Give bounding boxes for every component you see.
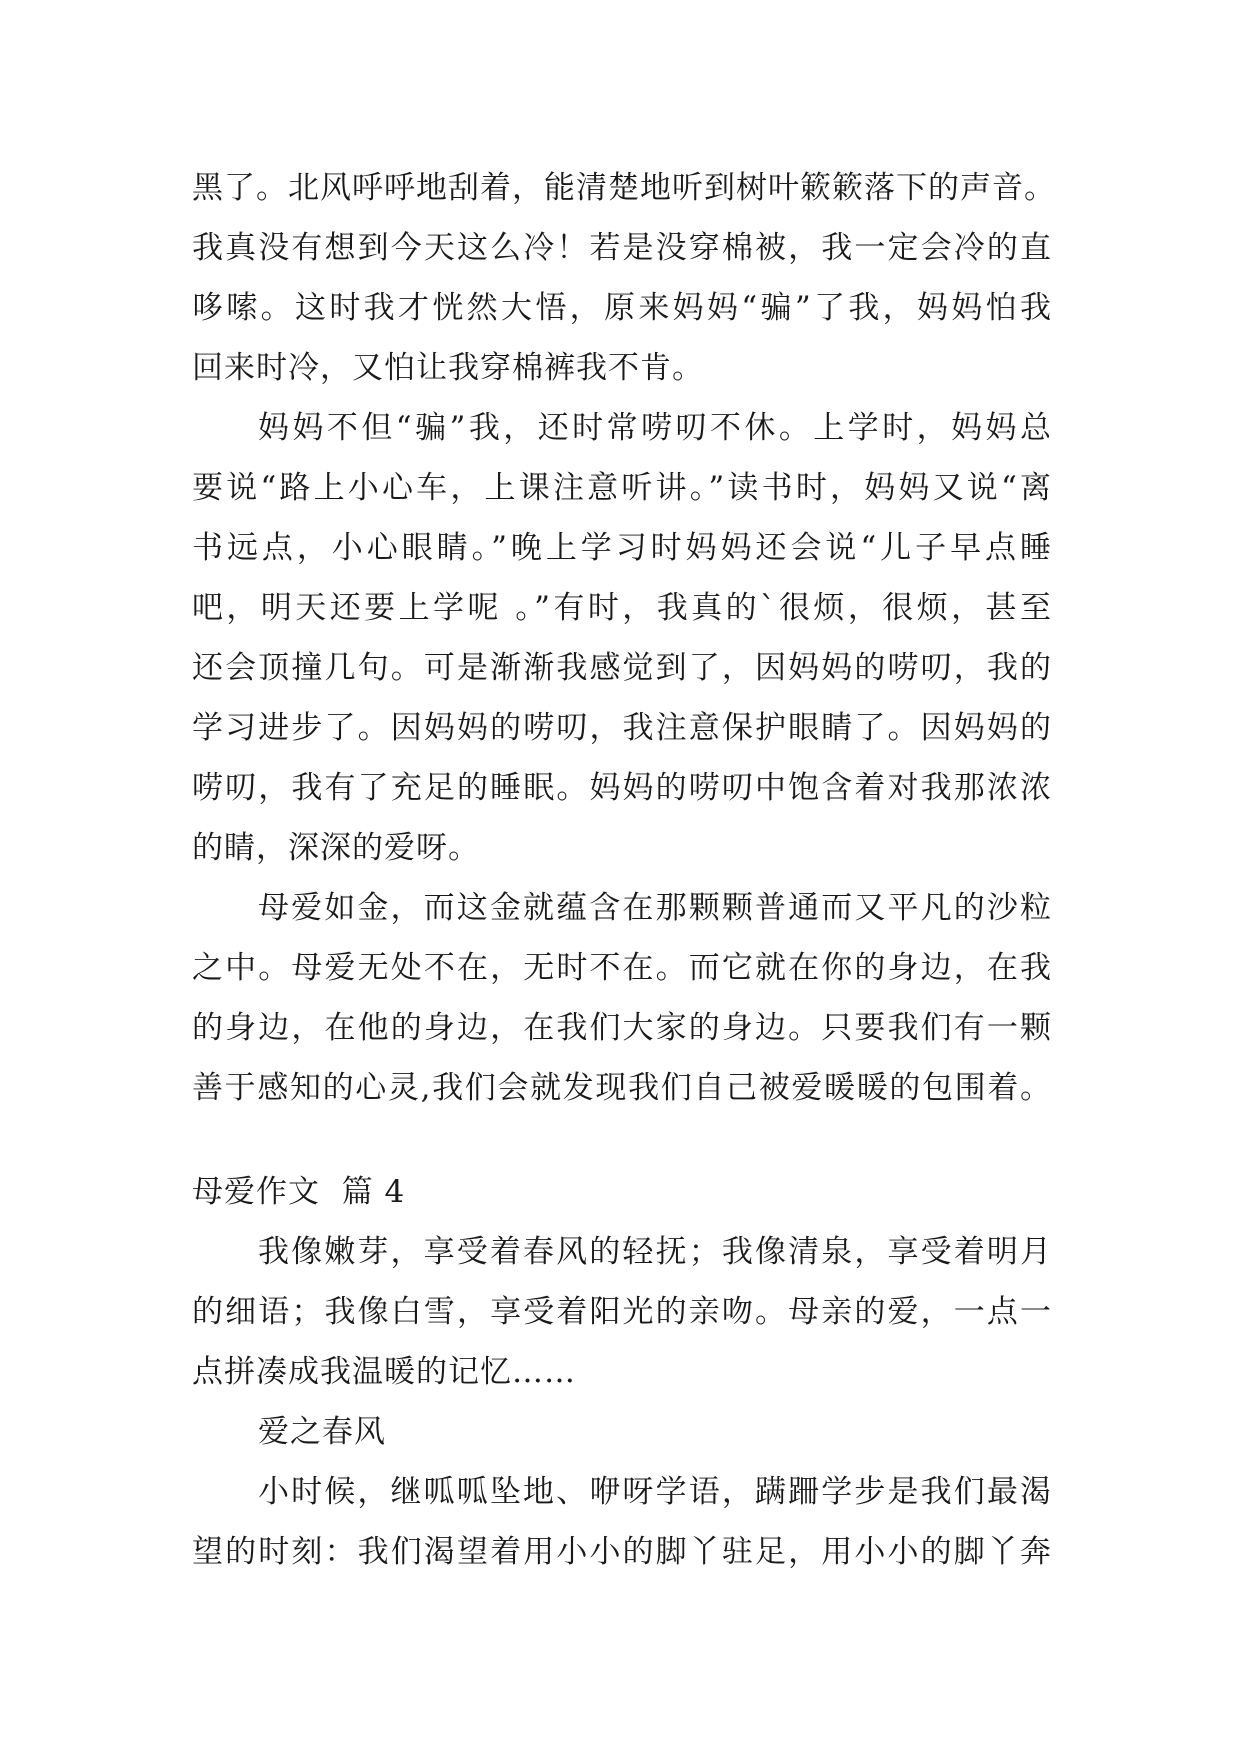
- paragraph-2: [192, 398, 1052, 878]
- text-line: 我真没有想到今天这么冷！若是没穿棉被，我一定会冷的直: [192, 230, 1052, 266]
- text-line: 还会顶撞几句。可是渐渐我感觉到了，因妈妈的唠叨，我的: [192, 650, 1052, 686]
- text-line: 唠叨，我有了充足的睡眠。妈妈的唠叨中饱含着对我那浓浓: [192, 770, 1052, 806]
- text-line: 的身边，在他的身边，在我们大家的身边。只要我们有一颗: [192, 1010, 1052, 1046]
- subheading-line: 爱之春风: [258, 1414, 386, 1450]
- text-line: 的细语；我像白雪，享受着阳光的亲吻。母亲的爱，一点一: [192, 1294, 1052, 1330]
- text-line: 黑了。北风呼呼地刮着，能清楚地听到树叶簌簌落下的声音。: [192, 170, 1056, 206]
- text-line: 的睛，深深的爱呀。: [192, 830, 480, 866]
- section-paragraph-3: [192, 1462, 1052, 1582]
- section-paragraph-2: [192, 1402, 1052, 1462]
- section-paragraph-1: [192, 1222, 1052, 1402]
- section-block: [192, 1162, 1052, 1582]
- text-line: 要说“路上小心车，上课注意听讲。”读书时，妈妈又说“离: [192, 470, 1052, 506]
- text-line: 学习进步了。因妈妈的唠叨，我注意保护眼睛了。因妈妈的: [192, 710, 1052, 746]
- text-line: 望的时刻：我们渴望着用小小的脚丫驻足，用小小的脚丫奔: [192, 1534, 1052, 1570]
- paragraph-3: [192, 878, 1052, 1118]
- text-line: 我像嫩芽，享受着春风的轻抚；我像清泉，享受着明月: [258, 1234, 1052, 1270]
- section-heading: 母爱作文 篇 4: [192, 1174, 406, 1210]
- text-line: 回来时冷，又怕让我穿棉裤我不肯。: [192, 350, 704, 386]
- text-line: 哆嗦。这时我才恍然大悟，原来妈妈“骗”了我，妈妈怕我: [192, 290, 1052, 326]
- text-line: 母爱如金，而这金就蕴含在那颗颗普通而又平凡的沙粒: [258, 890, 1052, 926]
- paragraph-1: [192, 158, 1056, 398]
- text-line: 吧，明天还要上学呢 。”有时，我真的`很烦，很烦，甚至: [192, 590, 1052, 626]
- text-line: 之中。母爱无处不在，无时不在。而它就在你的身边，在我: [192, 950, 1052, 986]
- body-text-upper: [192, 158, 1056, 1118]
- text-line: 小时候，继呱呱坠地、咿呀学语，蹒跚学步是我们最渴: [258, 1474, 1052, 1510]
- text-line: 点拼凑成我温暖的记忆……: [192, 1354, 576, 1390]
- text-line: 书远点，小心眼睛。”晚上学习时妈妈还会说“儿子早点睡: [192, 530, 1052, 566]
- text-line: 善于感知的心灵,我们会就发现我们自己被爱暖暖的包围着。: [192, 1070, 1052, 1106]
- text-line: 妈妈不但“骗”我，还时常唠叨不休。上学时，妈妈总: [258, 410, 1052, 446]
